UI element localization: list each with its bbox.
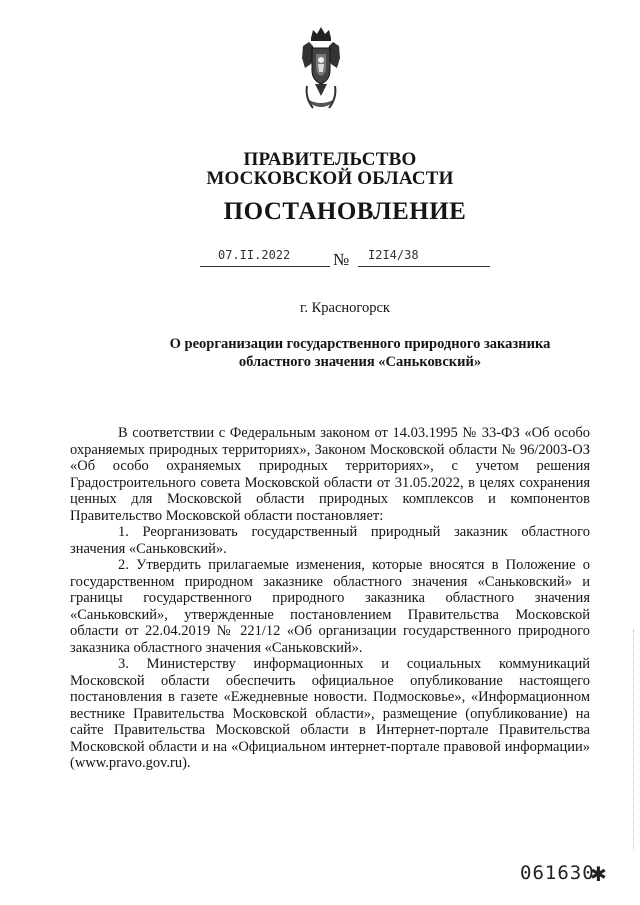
paragraph-item-1: 1. Реорганизовать государственный природный заказник областного значения «Саньковский». [70,524,590,557]
government-name-line1: ПРАВИТЕЛЬСТВО [243,149,417,170]
serial-star-icon: ✱ [590,864,607,886]
date-number-row [0,248,640,274]
title-line1: О реорганизации государственного природного заказника [169,336,551,352]
paragraph-preamble: В соответствии с Федеральным законом от 14.03.1995 № 33-ФЗ «Об особо охраняемых природных территориях», Законом Московской области № 96/2003-ОЗ «Об особо охраняемых природных территориях», с учетом решения Градостроительного совета Московской области от 31.05.2022, в целях сохранения ценных для Московской области природных комплексов и компонентов Правительство Московской области постановляет: [70,425,590,524]
issue-city: г. Красногорск [300,300,390,316]
number-underline [358,266,490,267]
document-title [150,335,570,371]
scan-edge-mark [633,630,635,850]
document-date: 07.II.2022 [218,248,291,262]
paragraph-item-3: 3. Министерству информационных и социальных коммуникаций Московской области обеспечить официальное опубликование настоящего постановления в газете «Ежедневные новости. Подмосковье», «Информационном вестнике Правительства Московской области», размещение (опубликование) на сайте Правительства Московской области в Интернет-портале Правительства Московской области и на «Официальном интернет-портале правовой информации» (www.pravo.gov.ru). [70,656,590,771]
date-underline [200,266,330,267]
document-body [70,425,590,772]
document-number: I2I4/38 [368,248,419,262]
government-name-line2: МОСКОВСКОЙ ОБЛАСТИ [206,168,454,189]
number-sign: № [333,250,350,269]
document-type-heading: ПОСТАНОВЛЕНИЕ [223,198,467,225]
serial-number: 061630 [520,862,595,884]
coat-of-arms-icon [301,24,341,120]
paragraph-item-2: 2. Утвердить прилагаемые изменения, которые вносятся в Положение о государственном природном заказнике областного значения «Саньковский» и границы государственного природного заказника областного значения «Саньковский», утвержденные постановлением Правительства Московской области от 22.04.2019 № 221/12 «Об организации государственного природного заказника областного значения «Саньковский». [70,557,590,656]
title-line2: областного значения «Саньковский» [238,354,482,370]
